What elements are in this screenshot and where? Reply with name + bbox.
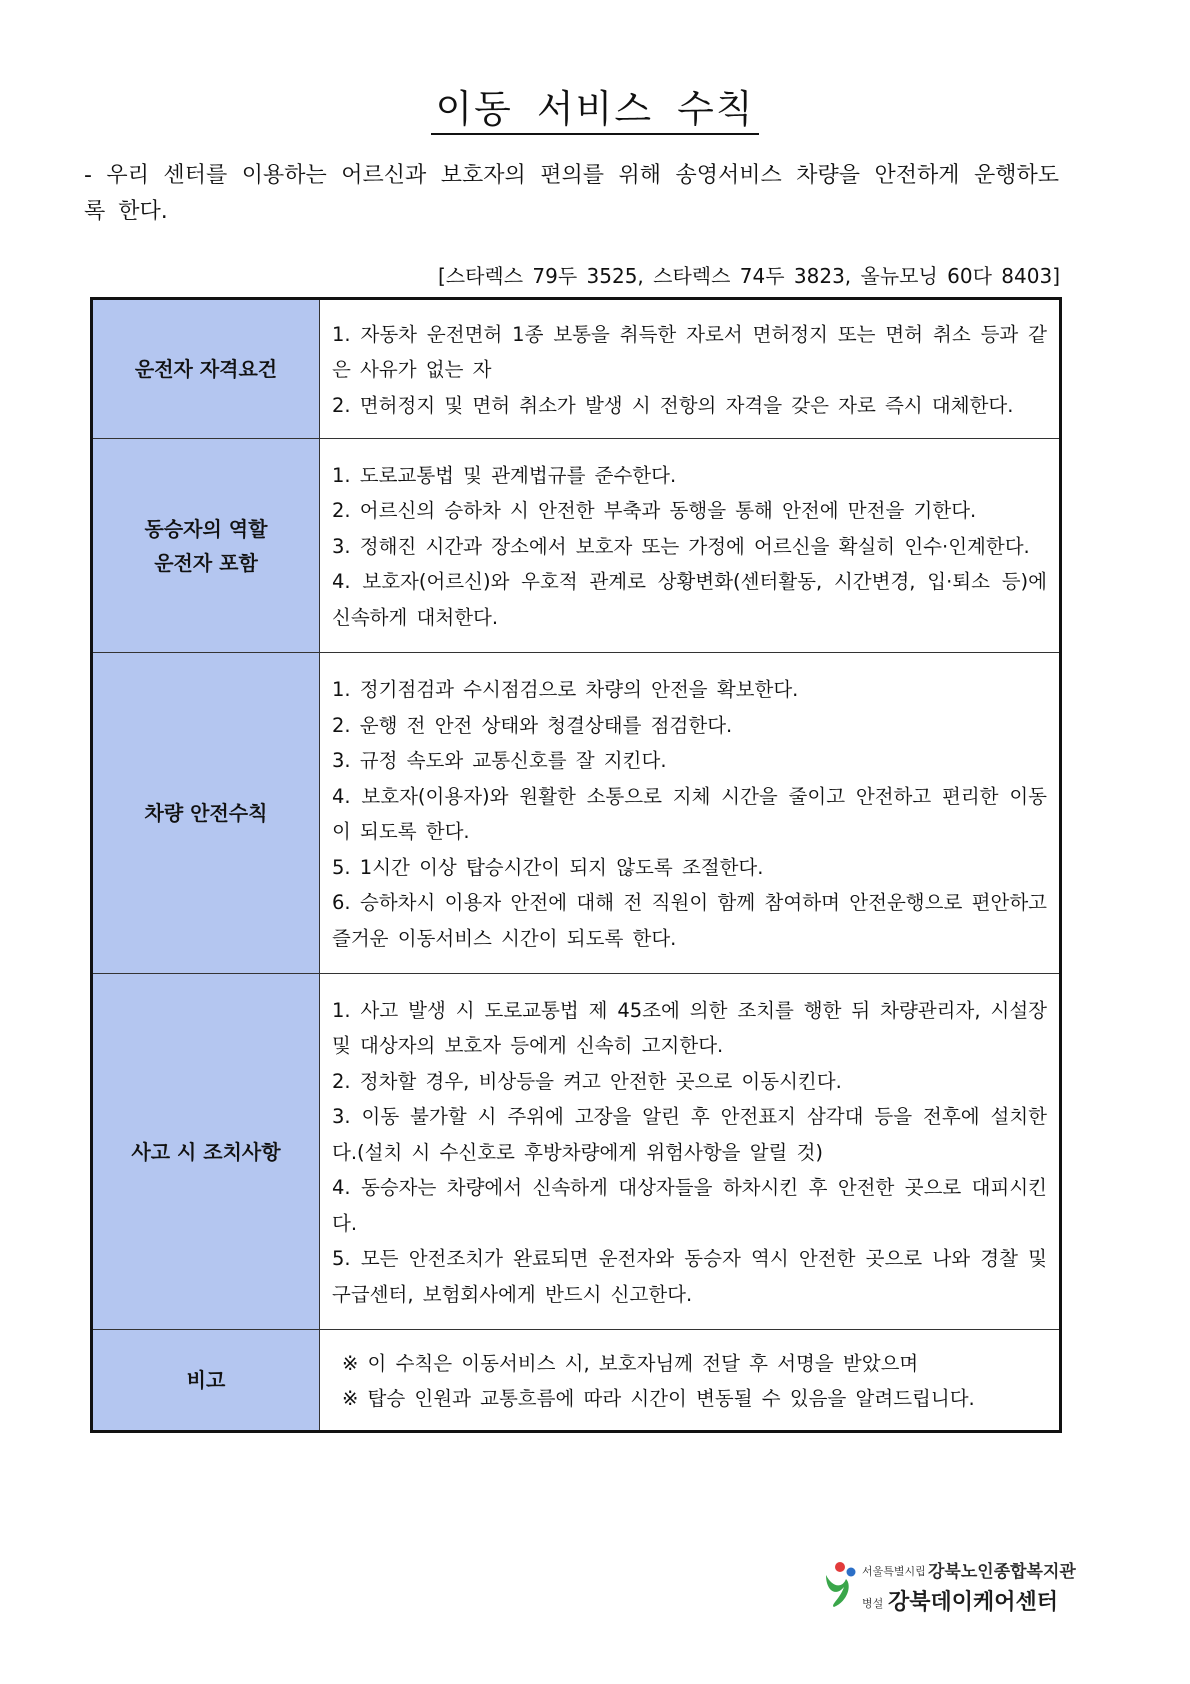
section-body [320, 1330, 1061, 1432]
heading-line: 운전자 자격요건 [134, 357, 278, 381]
logo-mark-icon [822, 1561, 860, 1607]
rule-item: 2. 면허정지 및 면허 취소가 발생 시 전항의 자격을 갖은 자로 즉시 대체한다. [332, 393, 1014, 417]
rule-item: 4. 동승자는 차량에서 신속하게 대상자들을 하차시킨 후 안전한 곳으로 대피시킨다. [332, 1176, 1047, 1235]
section-row [92, 299, 1061, 439]
note-item: ※ 이 수칙은 이동서비스 시, 보호자님께 전달 후 서명을 받았으며 [342, 1351, 919, 1375]
rule-item: 3. 정해진 시간과 장소에서 보호자 또는 가정에 어르신을 확실히 인수·인계한다. [332, 534, 1030, 558]
rule-item: 4. 보호자(어르신)와 우호적 관계로 상황변화(센터활동, 시간변경, 입·퇴소 등)에 신속하게 대처한다. [332, 570, 1047, 629]
section-body [320, 299, 1061, 439]
rule-item: 1. 도로교통법 및 관계법규를 준수한다. [332, 463, 677, 487]
rule-item: 2. 정차할 경우, 비상등을 켜고 안전한 곳으로 이동시킨다. [332, 1069, 842, 1093]
rule-item: 1. 사고 발생 시 도로교통법 제 45조에 의한 조치를 행한 뒤 차량관리자, 시설장 및 대상자의 보호자 등에게 신속히 고지한다. [332, 998, 1047, 1058]
section-heading [92, 1330, 320, 1432]
heading-line: 사고 시 조치사항 [131, 1139, 281, 1164]
section-heading [92, 439, 320, 653]
heading-line: 운전자 포함 [154, 550, 258, 575]
section-row [92, 653, 1061, 974]
section-row [92, 974, 1061, 1330]
rule-item: 4. 보호자(이용자)와 원활한 소통으로 지체 시간을 줄이고 안전하고 편리한 이동이 되도록 한다. [332, 784, 1047, 843]
section-heading [92, 299, 320, 439]
heading-line: 차량 안전수칙 [144, 801, 268, 825]
intro-paragraph: - 우리 센터를 이용하는 어르신과 보호자의 편의를 위해 송영서비스 차량을 안전하게 운행하도록 한다. [84, 163, 1059, 224]
title-text: 이동 서비스 수칙 [431, 87, 758, 135]
center-logo [822, 1557, 1076, 1617]
section-body [320, 653, 1061, 974]
section-body [320, 974, 1061, 1330]
rule-item: 3. 규정 속도와 교통신호를 잘 지킨다. [332, 749, 667, 772]
section-body [320, 439, 1061, 653]
logo-org-name: 강북노인종합복지관 [928, 1562, 1076, 1582]
page-title [0, 78, 1190, 133]
rules-table [90, 297, 1062, 1433]
rule-item: 3. 이동 불가할 시 주위에 고장을 알린 후 안전표지 삼각대 등을 전후에 설치한다.(설치 시 수신호로 후방차량에게 위험사항을 알릴 것) [332, 1105, 1047, 1164]
note-item: ※ 탑승 인원과 교통흐름에 따라 시간이 변동될 수 있음을 알려드립니다. [342, 1387, 975, 1410]
rule-item: 5. 모든 안전조치가 완료되면 운전자와 동승자 역시 안전한 곳으로 나와 경찰 및 구급센터, 보험회사에게 반드시 신고한다. [332, 1247, 1047, 1306]
logo-org-prefix: 서울특별시립 [862, 1565, 926, 1578]
heading-line: 비고 [186, 1368, 226, 1392]
section-heading [92, 974, 320, 1330]
rule-item: 6. 승하차시 이용자 안전에 대해 전 직원이 함께 참여하며 안전운행으로 편안하고 즐거운 이동서비스 시간이 되도록 한다. [332, 891, 1047, 950]
logo-center-prefix: 병설 [862, 1597, 884, 1610]
logo-center-name: 강북데이케어센터 [888, 1590, 1059, 1615]
vehicle-list: [스타렉스 79두 3525, 스타렉스 74두 3823, 올뉴모닝 60다 8403] [437, 264, 1060, 288]
rule-item: 1. 정기점검과 수시점검으로 차량의 안전을 확보한다. [332, 678, 799, 701]
section-heading [92, 653, 320, 974]
rule-item: 5. 1시간 이상 탑승시간이 되지 않도록 조절한다. [332, 855, 764, 879]
rule-item: 2. 운행 전 안전 상태와 청결상태를 점검한다. [332, 713, 733, 737]
rule-item: 2. 어르신의 승하차 시 안전한 부축과 동행을 통해 안전에 만전을 기한다. [332, 499, 977, 523]
rule-item: 1. 자동차 운전면허 1종 보통을 취득한 자로서 면허정지 또는 면허 취소 등과 같은 사유가 없는 자 [332, 322, 1047, 382]
section-row [92, 439, 1061, 653]
section-row [92, 1330, 1061, 1432]
heading-line: 동승자의 역할 [144, 516, 268, 541]
